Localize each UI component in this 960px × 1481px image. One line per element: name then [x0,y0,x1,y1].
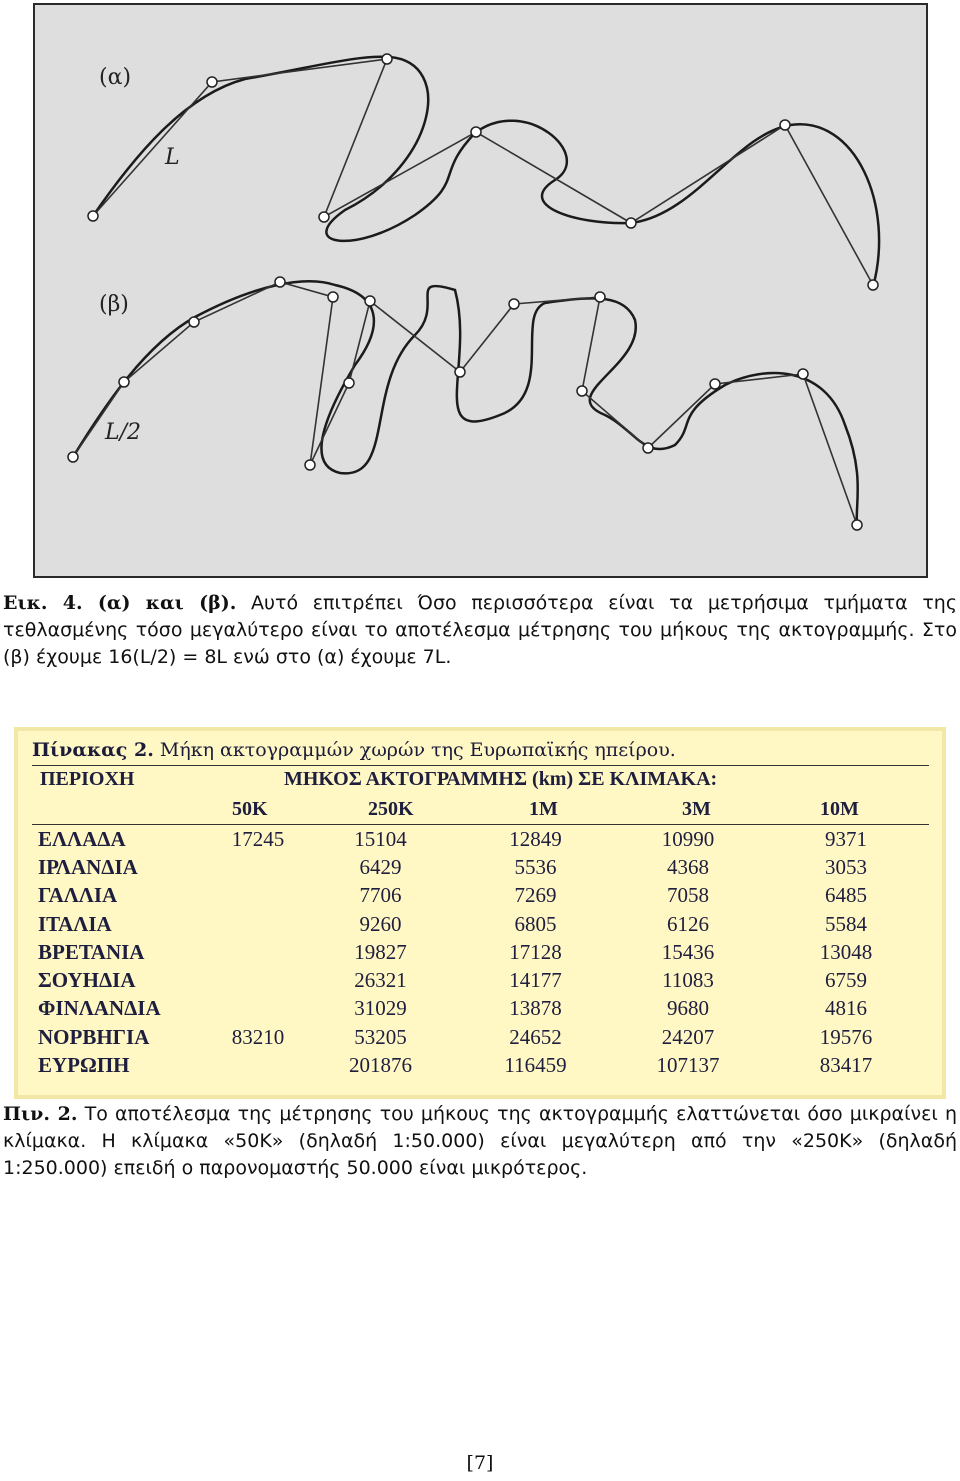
coastline-value: 7058 [667,883,709,908]
coastline-value [213,853,303,881]
coastline-value: 116459 [504,1053,567,1078]
coastline-value: 13878 [509,996,562,1021]
region-name: ΕΥΡΩΠΗ [38,1053,130,1078]
scale-3m: 3M [682,798,711,820]
coastline-value: 15104 [354,826,407,851]
region-name: ΒΡΕΤΑΝΙΑ [38,939,145,964]
table-caption [3,1101,957,1182]
coastline-value: 6485 [825,883,867,908]
coastline-value [213,966,303,994]
table-row [32,966,929,994]
coastline-value: 24207 [661,1024,715,1049]
coastline-value: 17245 [231,826,285,851]
coastline-value: 7706 [359,883,402,908]
coastline-value: 6429 [359,854,402,879]
coastline-value: 15436 [661,939,715,964]
coastline-value: 9371 [825,826,867,851]
figure-caption-lead: Εικ. 4. (α) και (β). [3,592,237,614]
scale-10m: 10M [820,798,859,820]
table-title-text: Μήκη ακτογραμμών χωρών της Ευρωπαϊκής ηπείρου. [159,739,676,761]
coastline-value [213,938,303,966]
coastline-value: 107137 [656,1053,720,1078]
header-length: ΜΗΚΟΣ ΑΚΤΟΓΡΑΜΜΗΣ (km) ΣΕ ΚΛΙΜΑΚΑ: [284,768,718,790]
table-caption-text: Το αποτέλεσμα της μέτρησης του μήκους της ακτογραμμής ελαττώνεται όσο μικραίνει η κλίμακα. Η κλίμακα «50Κ» (δηλαδή 1:50.000) είναι μεγαλύτερη από την «250Κ» (δηλαδή 1:250.000) επειδή ο παρονομαστής 50.000 είναι μικρότερος. [3,1103,957,1179]
figure-label-b: (β) [99,292,129,317]
coastline-value: 9260 [359,911,402,936]
table-row [32,910,929,938]
coastline-value: 24652 [509,1024,562,1049]
coastline-table [14,727,946,1099]
coastline-value [213,910,303,938]
coastline-drawing [35,5,926,576]
coastline-value: 26321 [354,968,407,993]
region-name: ΙΡΛΑΝΔΙΑ [38,854,138,879]
coastline-value: 9680 [667,996,709,1021]
figure-label-a: (α) [99,65,132,90]
region-name: ΓΑΛΛΙΑ [38,883,118,908]
region-name: ΕΛΛΑΔΑ [38,826,126,851]
coastline-value: 5536 [514,854,557,879]
table-row [32,825,929,853]
table-row [32,995,929,1023]
coastline-value [213,995,303,1023]
vertices-b [68,277,862,530]
table-row [32,853,929,881]
coastline-value: 19576 [819,1024,873,1049]
coastline-value: 31029 [354,996,407,1021]
coastline-value: 13048 [819,939,873,964]
table-row [32,938,929,966]
scale-250k: 250K [368,798,414,820]
coastline-value: 17128 [509,939,562,964]
segment-length-b: L/2 [105,420,142,445]
coastline-data-table [32,825,929,1080]
coastline-value: 201876 [349,1053,412,1078]
table-row [32,1051,929,1079]
coastline-value: 11083 [662,968,714,993]
table-header-row [32,766,929,796]
coastline-value: 7269 [514,883,557,908]
coastline-value: 6805 [514,911,557,936]
coastline-value: 83417 [819,1053,873,1078]
curve-a [93,57,879,287]
scale-1m: 1M [529,798,558,820]
coastline-value: 12849 [509,826,562,851]
coastline-value: 3053 [825,854,867,879]
region-name: ΙΤΑΛΙΑ [38,911,112,936]
coastline-value: 4368 [667,854,709,879]
scale-50k: 50K [232,798,268,820]
coastline-value: 6759 [825,968,867,993]
coastline-value: 4816 [825,996,867,1021]
table-row [32,1023,929,1051]
coastline-value: 10990 [661,826,715,851]
coastline-value [213,1051,303,1079]
header-region: ΠΕΡΙΟΧΗ [40,768,135,790]
region-name: ΦΙΝΛΑΝΔΙΑ [38,996,161,1021]
table-title-lead: Πίνακας 2. [32,739,154,761]
coastline-value: 19827 [354,939,407,964]
coastline-value: 83210 [231,1024,285,1049]
coastline-value [213,882,303,910]
page-number: [7] [466,1452,494,1474]
table-scale-row [32,796,929,824]
segment-length-a: L [165,145,180,170]
region-name: ΝΟΡΒΗΓΙΑ [38,1024,150,1049]
table-caption-lead: Πιν. 2. [3,1103,78,1125]
coastline-value: 6126 [667,911,709,936]
table-title [32,735,929,765]
figure-caption-text: Αυτό επιτρέπει Όσο περισσότερα είναι τα μετρήσιμα τμήματα της τεθλασμένης τόσο μεγαλύτερο είναι το αποτέλεσμα μέτρησης του μήκους της ακτογραμμής. Στο (β) έχουμε 16(L/2) = 8L ενώ στο (α) έχουμε 7L. [3,592,957,668]
region-name: ΣΟΥΗΔΙΑ [38,968,136,993]
coastline-value: 14177 [509,968,562,993]
coastline-value: 5584 [825,911,867,936]
table-row [32,882,929,910]
figure-caption [3,590,957,671]
coastline-figure [33,3,928,578]
vertices-a [88,54,878,290]
coastline-value: 53205 [354,1024,407,1049]
